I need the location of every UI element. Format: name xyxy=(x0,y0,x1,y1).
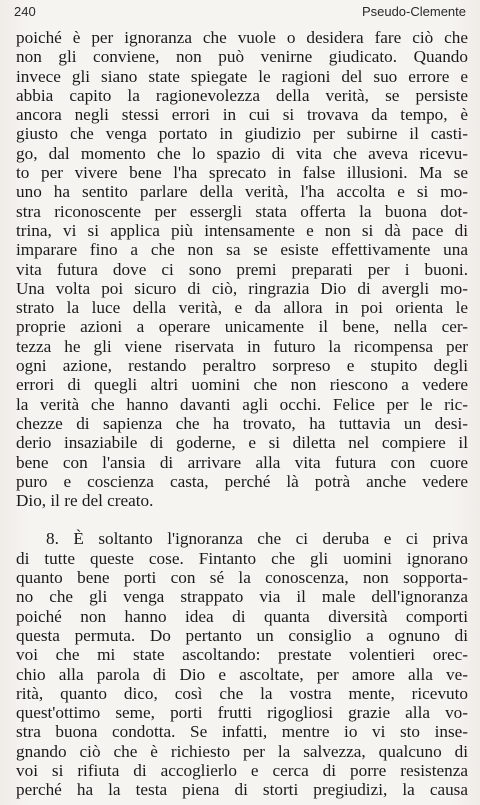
running-head: Pseudo-Clemente xyxy=(361,4,466,19)
text-line: chezze di sapienza che ha trovato, ha tuttavia un desi- xyxy=(16,413,468,433)
text-line: chio alla parola di Dio e ascoltate, per amore alla ve- xyxy=(16,664,468,684)
text-line: strato la luce della verità, e da allora in poi orienta le xyxy=(16,298,468,318)
text-line: voi che mi state ascoltando: prestate volentieri orec- xyxy=(16,645,468,665)
text-line: puro e coscienza casta, perché là potrà anche vedere xyxy=(16,471,468,491)
paragraph-spacer xyxy=(16,510,468,529)
text-line: proprie azioni a operare unicamente il bene, nella cer- xyxy=(16,317,468,337)
text-line: errori di quegli altri uomini che non riescono a vedere xyxy=(16,375,468,395)
text-line: rità, quanto dico, così che la vostra mente, ricevuto xyxy=(16,683,468,703)
text-line: bene con l'ansia di arrivare alla vita futura con cuore xyxy=(16,452,468,472)
text-line: perché ha la testa piena di storti pregiudizi, la causa xyxy=(16,780,468,800)
paragraph-2 xyxy=(16,529,468,799)
text-line: uno ha sentito parlare della verità, l'ha accolta e si mo- xyxy=(16,182,468,202)
page-header xyxy=(14,4,466,24)
page-number: 240 xyxy=(14,4,36,19)
text-line: voi si rifiuta di accoglierlo e cerca di porre resistenza xyxy=(16,760,468,780)
text-line: tezza he gli viene riservata in futuro la ricompensa per xyxy=(16,336,468,356)
text-line: poiché non hanno idea di quanta diversità comporti xyxy=(16,606,468,626)
text-line: to per vivere bene l'ha sprecato in false illusioni. Ma se xyxy=(16,163,468,183)
text-line: 8. È soltanto l'ignoranza che ci deruba e ci priva xyxy=(46,529,468,549)
text-line: stra buona condotta. Se infatti, mentre io vi sto inse- xyxy=(16,722,468,742)
text-line: stra riconoscente per essergli stata offerta la buona dot- xyxy=(16,201,468,221)
text-line: go, dal momento che lo spazio di vita che aveva ricevu- xyxy=(16,143,468,163)
text-line: quanto bene porti con sé la conoscenza, non sopporta- xyxy=(16,568,468,588)
text-line: Una volta poi sicuro di ciò, ringrazia Dio di avergli mo- xyxy=(16,278,468,298)
text-line: questa permuta. Do pertanto un consiglio a ognuno di xyxy=(16,625,468,645)
text-line: derio insaziabile di goderne, e si diletta nel compiere il xyxy=(16,433,468,453)
text-line: ogni azione, restando peraltro sorpreso e stupito degli xyxy=(16,356,468,376)
text-line: la verità che hanno davanti agli occhi. Felice per le ric- xyxy=(16,394,468,414)
text-line: Dio, il re del creato. xyxy=(16,491,154,511)
text-line: di tutte queste cose. Fintanto che gli uomini ignorano xyxy=(16,548,468,568)
page-body xyxy=(16,28,468,800)
text-line: poiché è per ignoranza che vuole o desidera fare ciò che xyxy=(16,28,468,47)
text-line: trina, vi si applica più intensamente e non si dà pace di xyxy=(16,220,468,240)
text-line: no che gli venga strappato via il male dell'ignoranza xyxy=(16,587,468,607)
text-line: invece gli siano state spiegate le ragioni del suo errore e xyxy=(16,66,468,86)
text-line: abbia capito la ragionevolezza della verità, se persiste xyxy=(16,85,468,105)
paragraph-1 xyxy=(16,28,468,510)
text-line: non gli conviene, non può venirne giudicato. Quando xyxy=(16,47,468,67)
text-line: quest'ottimo seme, porti frutti rigogliosi grazie alla vo- xyxy=(16,703,468,723)
text-line: imparare fino a che non sa se esiste effettivamente una xyxy=(16,240,468,260)
text-line: ancora negli stessi errori in cui si trovava da tempo, è xyxy=(16,105,468,125)
text-line: gnando ciò che è richiesto per la salvezza, qualcuno di xyxy=(16,741,468,761)
text-line: vita futura dove ci sono premi preparati per i buoni. xyxy=(16,259,468,279)
text-line: giusto che venga portato in giudizio per subirne il casti- xyxy=(16,124,468,144)
